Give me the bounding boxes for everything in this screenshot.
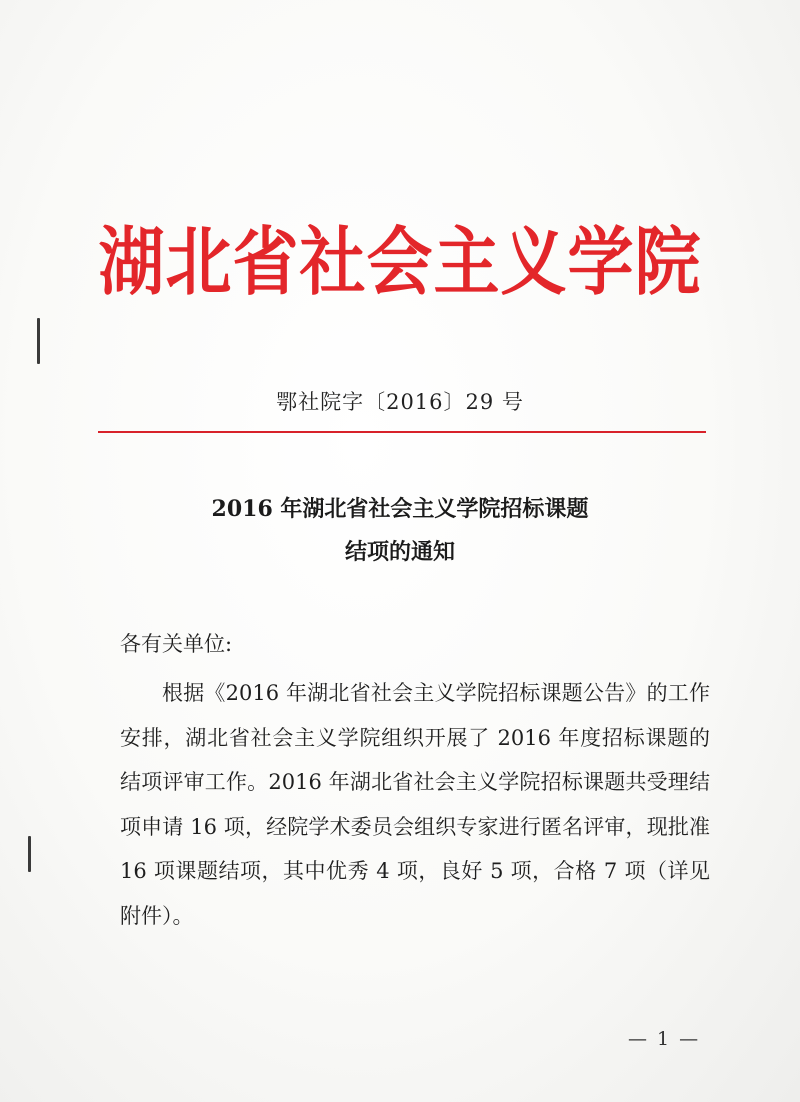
document-number: 鄂社院字〔2016〕29 号 bbox=[276, 390, 524, 414]
header-divider bbox=[98, 431, 706, 433]
organization-header: 湖北省社会主义学院 bbox=[98, 219, 702, 306]
body-paragraph: 根据《2016 年湖北省社会主义学院招标课题公告》的工作安排，湖北省社会主义学院组织开展了 2016 年度招标课题的结项评审工作。2016 年湖北省社会主义学院招标课题共受理结项申请 16 项，经院学术委员会组织专家进行匿名评审，现批准 16 项课题结项，其中优秀 4 项，良好 5 项，合格 7 项（详见附件）。 bbox=[120, 681, 710, 928]
notice-title-line-1: 2016 年湖北省社会主义学院招标课题 bbox=[211, 496, 589, 522]
notice-title bbox=[0, 488, 800, 574]
notice-title-line-2: 结项的通知 bbox=[344, 539, 455, 565]
binding-mark bbox=[37, 318, 40, 364]
salutation: 各有关单位: bbox=[120, 632, 233, 656]
page-number: — 1 — bbox=[628, 1028, 701, 1050]
binding-mark bbox=[28, 836, 31, 872]
